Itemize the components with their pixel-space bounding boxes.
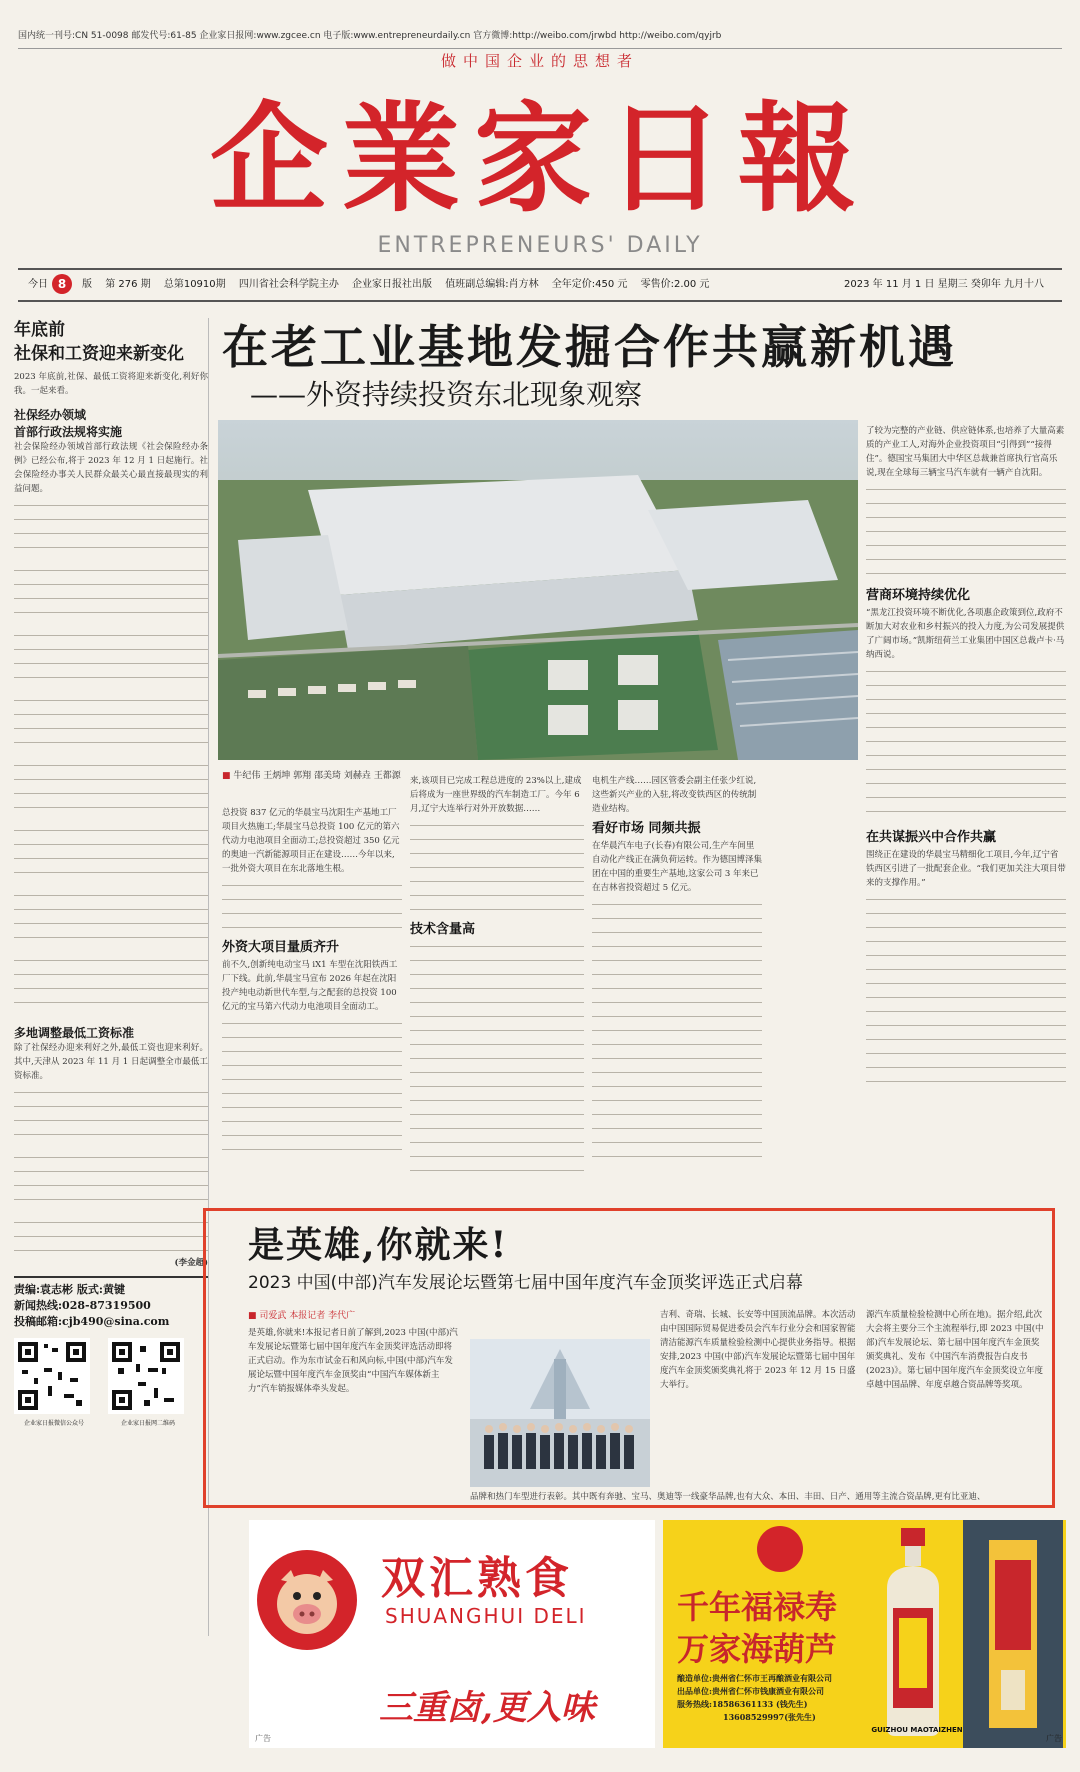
liquor-title-2: 万家海葫芦 [677,1630,838,1668]
text-block-filler [222,1017,402,1157]
feature-col-2: 品牌和热门车型进行表彰。其中既有奔驰、宝马、奥迪等一线豪华品牌,也有大众、本田、丰田、日产、通用等主流合资品牌,更有比亚迪、 [470,1492,986,1502]
text-block-filler [592,898,762,1158]
qr-icon [108,1338,184,1414]
forum-group-photo [470,1339,650,1487]
text-block-filler [14,954,208,1016]
ad-label: 广告 [1046,1734,1062,1743]
text-block-filler [866,483,1066,583]
lead-col3-text: 电机生产线……园区管委会副主任张少红说,这些新兴产业的入驻,将改变铁西区的传统制造业结构。 [592,776,757,814]
feature-col-4: 源汽车质量检验检测中心所在地)。据介绍,此次大会将主要分三个主流程举行,即 2023 中国(中部)汽车发展论坛、第七届中国年度汽车金顶奖颁奖典礼、发布《中国汽车消费报告白皮书(2023)》。第七届中国年度汽车金顶奖设立年度卓越中国品牌、年度卓越合资品牌等奖项。 [866,1310,1044,1390]
left-section1-title: 社保经办领域 [14,408,87,422]
text-block-filler [14,1216,208,1256]
liquor-title-1: 千年福禄寿 [677,1588,838,1626]
masthead-title: 企業家日報 [209,89,870,228]
text-block-filler [14,1086,208,1148]
issue-number: 第 276 期 [105,279,151,290]
text-block-filler [14,824,208,886]
qr2-caption: 企业家日报网二维码 [120,1420,175,1427]
annual-price: 全年定价:450 元 [551,279,628,290]
qr-code-2 [108,1338,188,1427]
liquor-box [963,1520,1063,1748]
left-intro: 2023 年底前,社保、最低工资将迎来新变化,利好你我。一起来看。 [14,372,208,396]
publisher: 企业家日报社出版 [352,279,433,290]
left-title-line2: 社保和工资迎来新变化 [14,344,184,364]
byline-marker-icon: ■ [222,771,231,781]
lead-col-2 [410,774,584,1204]
total-issue: 总第10910期 [163,279,226,290]
liquor-bottle-label: GUIZHOU MAOTAIZHEN [871,1726,963,1734]
contact-block [14,1276,208,1330]
text-block-filler [410,940,584,1180]
lead-col3-text2: 在华晨汽车电子(长春)有限公司,生产车间里自动化产线正在满负荷运转。作为德国博泽集团在中国的重要生产基地,这家公司 3 年来已在吉林省投资超过 5 亿元。 [592,841,763,893]
qr-code-1 [14,1338,94,1427]
factory-aerial-image [218,420,858,760]
text-block-filler [14,629,208,691]
feature-byline: ■ 司爱武 本报记者 李代广 [248,1311,356,1321]
email: 投稿邮箱:cjb490@sina.com [14,1315,170,1328]
shuanghui-ad[interactable] [249,1520,655,1748]
liquor-phone-2: 13608529997(张先生) [723,1712,816,1722]
masthead-english: ENTREPRENEURS' DAILY [377,233,703,258]
lead-col1-heading: 外资大项目量质齐升 [222,940,340,955]
lead-headline: 在老工业基地发掘合作共赢新机遇 [222,320,957,374]
liquor-producer: 出品单位:贵州省仁怀市钱康酒业有限公司 [677,1686,824,1696]
ad-label: 广告 [255,1734,271,1743]
lead-right-text3: 围绕正在建设的华晨宝马精细化工项目,今年,辽宁省铁西区引进了一批配套企业。“我们更加关注大项目带来的支撑作用。” [866,850,1066,888]
masthead-slogan: 做中国企业的思想者 [440,52,639,70]
editor-line: 责编:袁志彬 版式:黄键 [14,1283,125,1296]
text-block-filler [14,759,208,821]
lead-col-3 [592,774,762,1204]
lead-right-text2: “黑龙江投资环境不断优化,各项惠企政策到位,政府不断加大对农业和乡村振兴的投入力度,为公司发展提供了广阔市场。”凯斯纽荷兰工业集团中国区总裁卢卡·马纳西说。 [866,608,1065,660]
today-label: 今日 [28,279,48,290]
left-section2-text: 除了社保经办迎来利好之外,最低工资也迎来利好。其中,天津从 2023 年 11 月 1 日起调整全市最低工资标准。 [14,1043,208,1081]
feature-subtitle: 2023 中国(中部)汽车发展论坛暨第七届中国年度汽车金顶奖评选正式启幕 [248,1273,803,1293]
lead-col3-heading: 看好市场 同频共振 [592,821,701,836]
shouxing-logo-icon [757,1526,803,1572]
duty-editor: 值班副总编辑:肖方林 [445,279,539,290]
text-block-filler [14,1151,208,1213]
page-count-badge: 8 [52,274,72,294]
qr1-caption: 企业家日报微信公众号 [23,1420,84,1427]
liquor-bottle-icon [877,1528,949,1738]
hotline: 新闻热线:028-87319500 [14,1299,151,1312]
feature-title: 是英雄,你就来! [248,1224,509,1266]
left-section1-sub: 首部行政法规将实施 [14,425,123,439]
text-block-filler [866,665,1066,825]
group-photo-image [470,1339,650,1487]
text-block-filler [866,893,1066,1093]
liquor-box-icon [963,1520,1063,1748]
lead-col2-text: 来,该项目已完成工程总进度的 23%以上,建成后将成为一座世界级的汽车制造工厂。今年 6 月,辽宁大连举行对外开放数据…… [410,776,582,814]
text-block-filler [14,889,208,951]
lead-subhead: ——外资持续投资东北现象观察 [250,378,643,411]
shuanghui-brand-en: SHUANGHUI DELI [385,1604,587,1628]
retail-price: 零售价:2.00 元 [640,279,710,290]
left-column [14,318,209,1636]
lead-col2-heading: 技术含量高 [410,922,476,937]
sponsor: 四川省社会科学院主办 [238,279,339,290]
lead-byline [222,768,402,781]
lead-col1-text2: 前不久,创新纯电动宝马 iX1 车型在沈阳铁西工厂下线。此前,华晨宝马宣布 2026 年起在沈阳投产纯电动新世代车型,与之配套的总投资 100 亿元的宝马第六代动力电池项目全面动工。 [222,960,398,1012]
liquor-phone-1: 服务热线:18586361133 (钱先生) [677,1699,808,1709]
lead-col-right [866,424,1066,1204]
shuanghui-slogan: 三重卤,更入味 [379,1688,595,1728]
text-block-filler [14,694,208,756]
feature-col-1: 是英雄,你就来!本报记者日前了解到,2023 中国(中部)汽车发展论坛暨第七届中国年度汽车金顶奖评选活动即将正式启动。作为东市试金石和风向标,中国(中部)汽车发展论坛暨中国年度汽车金顶奖由“中国汽车媒体新主力”汽车销报媒体牵头发起。 [248,1328,458,1394]
text-block-filler [14,564,208,626]
lead-right-heading2: 在共谋振兴中合作共赢 [866,830,997,845]
qr-codes [14,1338,208,1427]
feature-col-3: 吉利、奇瑞、长城、长安等中国顶流品牌。本次活动由中国国际贸易促进委员会汽车行业分会和国家智能清洁能源汽车质量检验检测中心提供业务指导。根据安排,2023 中国(中部)汽车发展论坛暨第七届中国年度汽车金顶奖颁奖典礼将于 2023 年 12 月 15 日盛大举行。 [660,1310,856,1390]
lead-right-text: 了较为完整的产业链、供应链体系,也培养了大量高素质的产业工人,对海外企业投资项目“引得到”“接得住”。德国宝马集团大中华区总裁兼首席执行官高乐说,现在全球每三辆宝马汽车就有一辆产自沈阳。 [866,426,1065,478]
top-info-bar: 国内统一刊号:CN 51-0098 邮发代号:61-85 企业家日报网:www.zgcee.cn 电子版:www.entrepreneurdaily.cn 官方微博:http://weibo.com/jrwbd http://weibo.com/qyjrb [18,28,1062,49]
factory-aerial-photo [218,420,858,760]
lead-byline-text: 牛纪伟 王炳坤 郭翔 邵美琦 刘赫垚 王都源 [233,771,401,781]
pig-logo-icon [257,1550,357,1650]
lead-col1-text: 总投资 837 亿元的华晨宝马沈阳生产基地工厂项目火热施工;华晨宝马总投资 100 亿元的第六代动力电池项目全面动工;总投资超过 350 亿元的奥迪一汽新能源项目正在建设……今年以来,一批外资大项目在东北落地生根。 [222,808,400,874]
issue-info-bar [18,268,1062,302]
pig-face-icon [257,1550,357,1650]
left-title-line1: 年底前 [14,320,65,340]
text-block-filler [410,819,584,917]
shuanghui-brand-cn: 双汇熟食 [381,1553,573,1604]
qr-icon [14,1338,90,1414]
text-block-filler [222,879,402,935]
liquor-maker: 酿造单位:贵州省仁怀市王再酿酒业有限公司 [677,1673,832,1683]
text-block-filler [14,499,208,561]
liquor-contact-block [677,1672,832,1724]
lead-col-1 [222,806,402,1204]
lead-right-heading: 营商环境持续优化 [866,588,971,603]
ban-label: 版 [82,279,92,290]
left-section2-title: 多地调整最低工资标准 [14,1026,135,1040]
haihulu-liquor-ad[interactable] [663,1520,1066,1748]
left-section1-text: 社会保险经办领域首部行政法规《社会保险经办条例》已经公布,将于 2023 年 12 月 1 日起施行。社会保险经办事关人民群众最关心最直接最现实的利益问题。 [14,442,208,494]
left-author: (李金超) [174,1258,208,1268]
issue-date: 2023 年 11 月 1 日 星期三 癸卯年 九月十八 [844,279,1044,290]
